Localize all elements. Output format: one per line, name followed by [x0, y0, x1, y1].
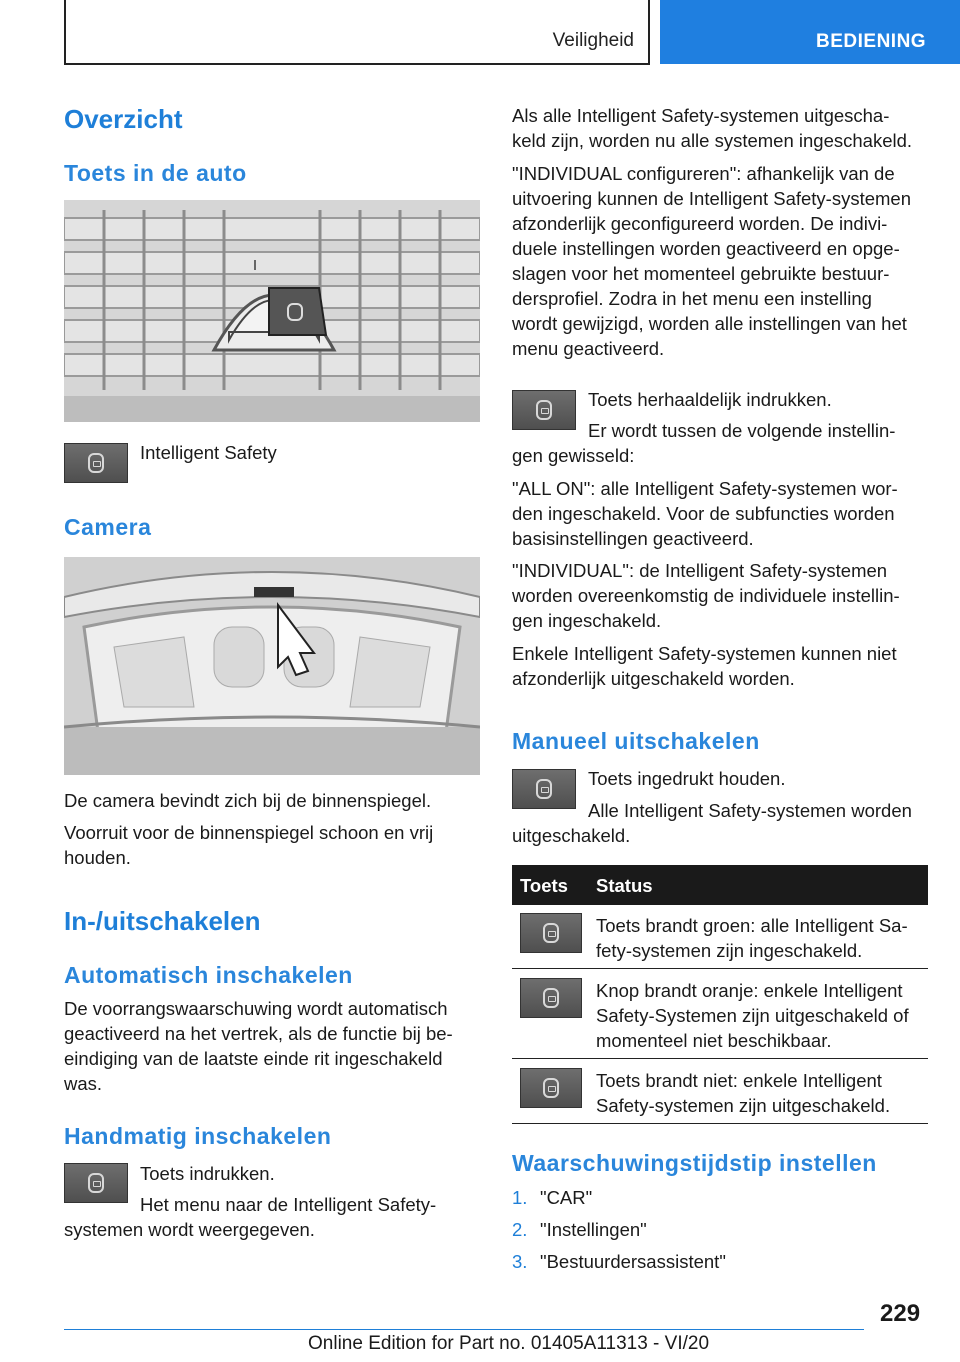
intelligent-safety-button-icon	[512, 769, 576, 809]
header-divider	[648, 0, 650, 64]
table-header-status: Status	[596, 875, 653, 896]
grille-photo	[64, 200, 480, 422]
some-text-line1: Enkele Intelligent Safety-systemen kunnen niet	[512, 643, 897, 664]
button-orange-icon	[520, 978, 582, 1018]
step-3-text: "Bestuurdersassistent"	[540, 1251, 726, 1272]
intelligent-safety-button-icon	[64, 443, 128, 483]
right-p2-line2: uitvoering kunnen de Intelligent Safety-systemen	[512, 188, 912, 209]
table-row3-line1: Toets brandt niet: enkele Intelligent	[596, 1070, 882, 1091]
heading-warning-time: Waarschuwingstijdstip instellen	[512, 1150, 877, 1176]
right-p2-line3: afzonderlijk geconfigureerd worden. De indivi-	[512, 213, 888, 234]
auto-text-line4: was.	[64, 1073, 103, 1094]
intelligent-safety-button-icon	[512, 390, 576, 430]
button-off-icon	[520, 1068, 582, 1108]
footer-rule	[64, 1329, 864, 1330]
heading-manual-on: Handmatig inschakelen	[64, 1123, 332, 1149]
step-3-number: 3.	[512, 1251, 528, 1272]
auto-text-line1: De voorrangswaarschuwing wordt automatisch	[64, 998, 448, 1019]
step-2-number: 2.	[512, 1219, 528, 1240]
manoff-text-line1: Toets ingedrukt houden.	[588, 768, 786, 789]
heading-button-in-car: Toets in de auto	[64, 160, 247, 186]
manual-text-line1: Toets indrukken.	[140, 1163, 275, 1184]
step-1-text: "CAR"	[540, 1187, 593, 1208]
step-1-number: 1.	[512, 1187, 528, 1208]
individual-text-line1: "INDIVIDUAL": de Intelligent Safety-systemen	[512, 560, 888, 581]
table-header-toets: Toets	[520, 875, 568, 896]
table-row2-line3: momenteel niet beschikbaar.	[596, 1030, 832, 1051]
table-row2-line1: Knop brandt oranje: enkele Intelligent	[596, 980, 903, 1001]
heading-overview: Overzicht	[64, 104, 183, 134]
grille-illustration	[64, 200, 480, 422]
status-table-header	[512, 865, 928, 905]
table-bottom-border	[512, 1123, 928, 1124]
manoff-text-line3: uitgeschakeld.	[512, 825, 631, 846]
camera-text-2-line2: houden.	[64, 847, 131, 868]
manual-text-line3: systemen wordt weergegeven.	[64, 1219, 315, 1240]
heading-on-off: In-/uitschakelen	[64, 906, 261, 936]
manual-text-line2: Het menu naar de Intelligent Safety-	[140, 1194, 437, 1215]
right-p2-line7: wordt gewijzigd, worden alle instellingen van het	[512, 313, 907, 334]
auto-text-line3: eindiging van de laatste einde rit ingeschakeld	[64, 1048, 443, 1069]
camera-photo	[64, 557, 480, 775]
right-p1-line2: keld zijn, worden nu alle systemen ingeschakeld.	[512, 130, 913, 151]
right-p2-line6: dersprofiel. Zodra in het menu een instelling	[512, 288, 872, 309]
heading-auto-on: Automatisch inschakelen	[64, 962, 353, 988]
repeat-text-line1: Toets herhaaldelijk indrukken.	[588, 389, 832, 410]
table-row1-line1: Toets brandt groen: alle Intelligent Sa-	[596, 915, 908, 936]
header-bottom-border	[64, 63, 650, 65]
allon-text-line2: den ingeschakeld. Voor de subfuncties worden	[512, 503, 895, 524]
camera-text-2-line1: Voorruit voor de binnenspiegel schoon en vrij	[64, 822, 434, 843]
header-left-border	[64, 0, 66, 64]
step-2-text: "Instellingen"	[540, 1219, 647, 1240]
allon-text-line3: basisinstellingen geactiveerd.	[512, 528, 754, 549]
camera-text-1: De camera bevindt zich bij de binnenspiegel.	[64, 790, 432, 811]
some-text-line2: afzonderlijk uitgeschakeld worden.	[512, 668, 795, 689]
manoff-text-line2: Alle Intelligent Safety-systemen worden	[588, 800, 912, 821]
table-row3-line2: Safety-systemen zijn uitgeschakeld.	[596, 1095, 891, 1116]
table-row-divider	[512, 1058, 928, 1059]
right-p2-line4: duele instellingen worden geactiveerd en opge-	[512, 238, 900, 259]
right-p2-line1: "INDIVIDUAL configureren": afhankelijk van de	[512, 163, 895, 184]
button-green-icon	[520, 913, 582, 953]
table-row-divider	[512, 968, 928, 969]
allon-text-line1: "ALL ON": alle Intelligent Safety-systemen wor-	[512, 478, 898, 499]
right-p2-line5: slagen voor het momenteel gebruikte bestuur-	[512, 263, 890, 284]
section-title: Veiligheid	[552, 30, 634, 51]
edition-note: Online Edition for Part no. 01405A11313 - VI/20	[308, 1333, 710, 1354]
right-p1-line1: Als alle Intelligent Safety-systemen uitgescha-	[512, 105, 890, 126]
chapter-tab-label: BEDIENING	[816, 31, 927, 52]
windshield-illustration	[64, 557, 480, 775]
intelligent-safety-button-icon	[64, 1163, 128, 1203]
heading-camera: Camera	[64, 514, 152, 540]
chapter-tab	[660, 0, 960, 64]
auto-text-line2: geactiveerd na het vertrek, als de functie bij be-	[64, 1023, 453, 1044]
repeat-text-line2: Er wordt tussen de volgende instellin-	[588, 420, 896, 441]
icon-caption: Intelligent Safety	[140, 442, 277, 463]
heading-manual-off: Manueel uitschakelen	[512, 728, 760, 754]
table-row1-line2: fety-systemen zijn ingeschakeld.	[596, 940, 863, 961]
individual-text-line2: worden overeenkomstig de individuele instellin-	[512, 585, 900, 606]
individual-text-line3: gen ingeschakeld.	[512, 610, 662, 631]
right-p2-line8: menu geactiveerd.	[512, 338, 665, 359]
repeat-text-line3: gen gewisseld:	[512, 445, 635, 466]
page-number: 229	[880, 1300, 921, 1327]
table-row2-line2: Safety-Systemen zijn uitgeschakeld of	[596, 1005, 909, 1026]
